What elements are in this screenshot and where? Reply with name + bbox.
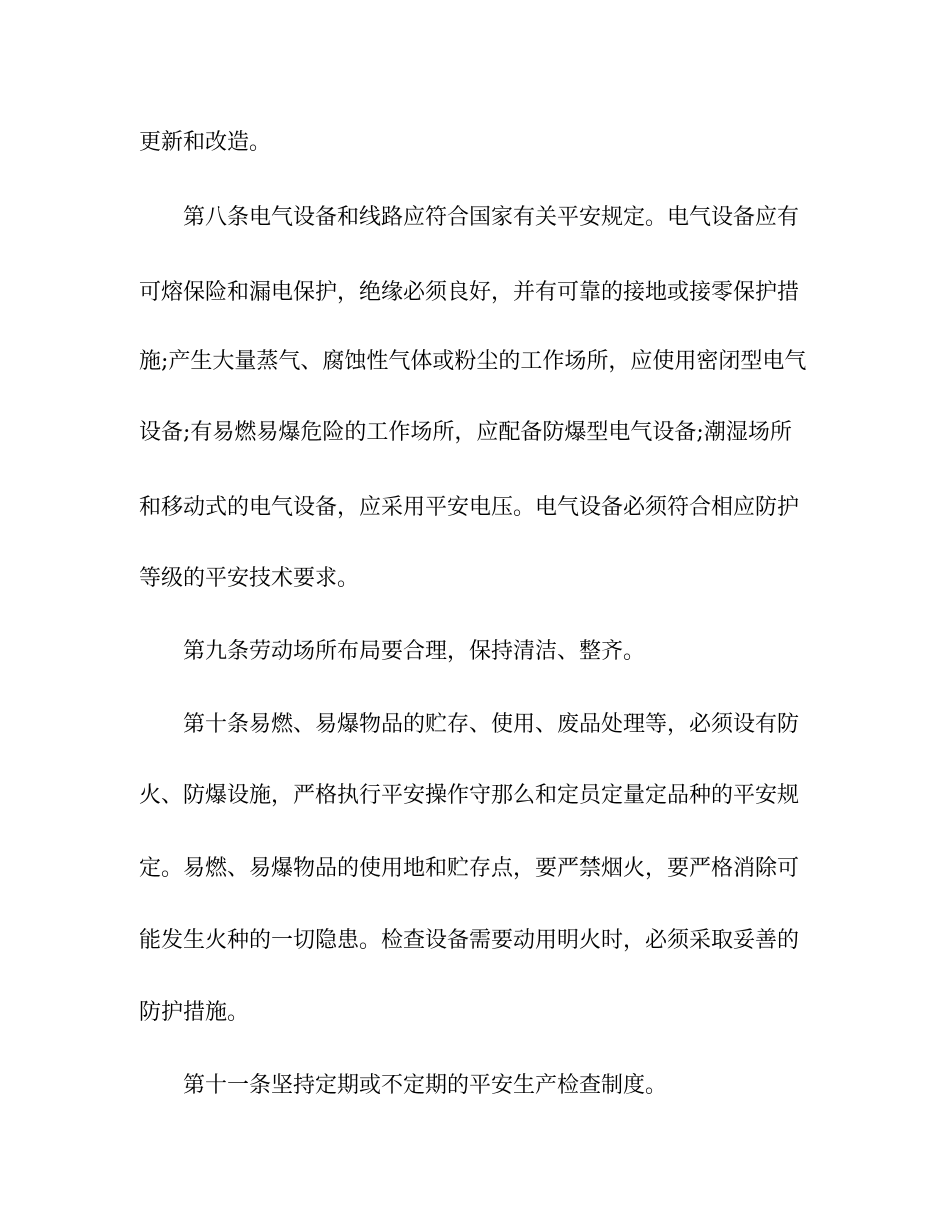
text-line-12: 能发生火种的一切隐患。检查设备需要动用明火时，必须采取妥善的 <box>139 928 800 953</box>
article-8-first-line: 第八条电气设备和线路应符合国家有关平安规定。电气设备应有 <box>183 205 800 230</box>
text-line-6: 和移动式的电气设备，应采用平安电压。电气设备必须符合相应防护 <box>139 495 800 520</box>
article-9-line: 第九条劳动场所布局要合理，保持清洁、整齐。 <box>183 639 646 664</box>
article-11-line: 第十一条坚持定期或不定期的平安生产检查制度。 <box>183 1073 668 1098</box>
text-line-3: 可熔保险和漏电保护，绝缘必须良好，并有可靠的接地或接零保护措 <box>139 280 800 305</box>
text-line-13: 防护措施。 <box>139 1000 250 1025</box>
text-line-4: 施;产生大量蒸气、腐蚀性气体或粉尘的工作场所，应使用密闭型电气 <box>139 349 807 374</box>
text-line-7: 等级的平安技术要求。 <box>139 566 360 591</box>
text-line-10: 火、防爆设施，严格执行平安操作守那么和定员定量定品种的平安规 <box>139 783 800 808</box>
text-line-11: 定。易燃、易爆物品的使用地和贮存点，要严禁烟火，要严格消除可 <box>139 856 800 881</box>
text-line-1: 更新和改造。 <box>139 130 272 155</box>
article-10-first-line: 第十条易燃、易爆物品的贮存、使用、废品处理等，必须设有防 <box>183 712 800 737</box>
text-line-5: 设备;有易燃易爆危险的工作场所，应配备防爆型电气设备;潮湿场所 <box>139 420 792 445</box>
